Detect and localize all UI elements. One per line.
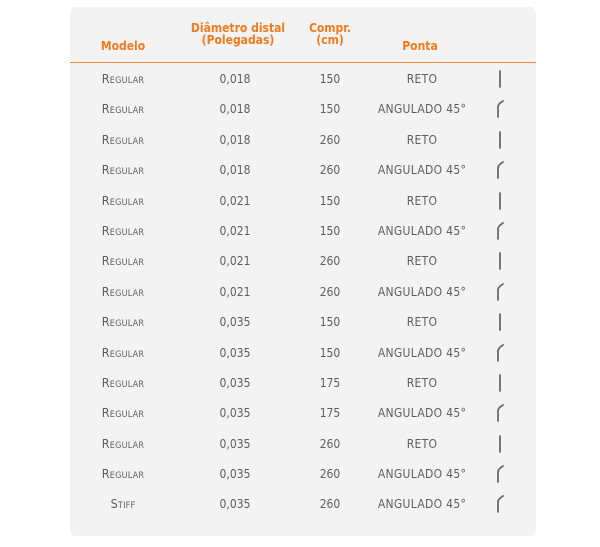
angled-tip-icon: [494, 343, 508, 363]
cell-modelo: Regular: [101, 253, 145, 269]
angled-tip-icon: [494, 221, 508, 241]
cell-ponta: ANGULADO 45°: [377, 345, 467, 360]
header-modelo-label: Modelo: [100, 39, 146, 53]
header-ponta-label: Ponta: [402, 39, 438, 53]
cell-ponta: RETO: [406, 315, 438, 330]
straight-tip-icon: [494, 130, 508, 150]
angled-tip-icon: [494, 99, 508, 119]
cell-modelo: Regular: [101, 71, 145, 86]
cell-ponta: ANGULADO 45°: [377, 223, 467, 238]
cell-modelo: Regular: [101, 162, 145, 178]
cell-comprimento: 260: [319, 284, 341, 299]
cell-modelo: Regular: [101, 405, 145, 421]
cell-ponta: RETO: [406, 193, 438, 208]
cell-ponta: ANGULADO 45°: [377, 497, 467, 512]
table-row: [70, 216, 536, 246]
cell-modelo: Regular: [101, 131, 145, 147]
cell-comprimento: 150: [319, 345, 341, 360]
header-diametro-line1: Diâmetro distal: [190, 21, 286, 35]
cell-diametro: 0,018: [219, 72, 251, 86]
cell-ponta: RETO: [406, 132, 438, 147]
cell-ponta: RETO: [406, 254, 438, 269]
straight-tip-icon: [494, 191, 508, 211]
cell-ponta: ANGULADO 45°: [377, 467, 467, 482]
straight-tip-icon: [494, 312, 508, 332]
cell-ponta: RETO: [406, 72, 438, 86]
cell-ponta: ANGULADO 45°: [377, 406, 467, 421]
straight-tip-icon: [494, 251, 508, 271]
table-body: [70, 64, 536, 520]
cell-diametro: 0,018: [219, 102, 251, 117]
cell-ponta: ANGULADO 45°: [377, 163, 467, 178]
table-row: [70, 125, 536, 155]
table-row: [70, 338, 536, 368]
header-compr-line2: (cm): [316, 33, 344, 47]
straight-tip-icon: [494, 69, 508, 89]
straight-tip-icon: [494, 373, 508, 393]
cell-modelo: Regular: [101, 314, 145, 330]
cell-modelo: Stiff: [110, 496, 136, 512]
cell-comprimento: 150: [319, 223, 341, 238]
angled-tip-icon: [494, 160, 508, 180]
table-row: [70, 489, 536, 519]
cell-modelo: Regular: [101, 192, 145, 208]
table-row: [70, 277, 536, 307]
cell-comprimento: 260: [319, 436, 341, 451]
table-row: [70, 459, 536, 489]
cell-modelo: Regular: [101, 101, 145, 117]
table-row: [70, 186, 536, 216]
angled-tip-icon: [494, 282, 508, 302]
cell-comprimento: 175: [319, 406, 341, 421]
table-row: [70, 94, 536, 124]
angled-tip-icon: [494, 403, 508, 423]
cell-diametro: 0,035: [219, 375, 251, 390]
product-table-card: [70, 7, 536, 536]
cell-diametro: 0,035: [219, 467, 251, 482]
table-row: [70, 429, 536, 459]
cell-modelo: Regular: [101, 283, 145, 299]
cell-modelo: Regular: [101, 435, 145, 451]
header-diametro-line2: (Polegadas): [201, 33, 275, 47]
cell-ponta: ANGULADO 45°: [377, 284, 467, 299]
cell-comprimento: 260: [319, 163, 341, 178]
cell-comprimento: 260: [319, 254, 341, 269]
cell-diametro: 0,021: [219, 284, 251, 299]
cell-modelo: Regular: [101, 374, 145, 390]
cell-comprimento: 150: [319, 315, 341, 330]
cell-diametro: 0,035: [219, 406, 251, 421]
cell-comprimento: 150: [319, 193, 341, 208]
cell-diametro: 0,018: [219, 163, 251, 178]
cell-modelo: Regular: [101, 466, 145, 482]
table-row: [70, 398, 536, 428]
table-row: [70, 64, 536, 94]
table-header: [70, 7, 536, 63]
cell-ponta: RETO: [406, 436, 438, 451]
cell-diametro: 0,021: [219, 223, 251, 238]
cell-diametro: 0,021: [219, 254, 251, 269]
header-ponta: [385, 40, 455, 52]
cell-ponta: ANGULADO 45°: [377, 102, 467, 117]
header-diametro: [188, 22, 288, 46]
table-row: [70, 246, 536, 276]
angled-tip-icon: [494, 494, 508, 514]
straight-tip-icon: [494, 434, 508, 454]
cell-comprimento: 175: [319, 375, 341, 390]
cell-ponta: RETO: [406, 375, 438, 390]
angled-tip-icon: [494, 464, 508, 484]
cell-modelo: Regular: [101, 222, 145, 238]
header-comprimento: [306, 22, 354, 46]
cell-comprimento: 260: [319, 467, 341, 482]
cell-diametro: 0,021: [219, 193, 251, 208]
cell-comprimento: 260: [319, 497, 341, 512]
table-row: [70, 368, 536, 398]
cell-comprimento: 150: [319, 72, 341, 86]
cell-diametro: 0,018: [219, 132, 251, 147]
cell-diametro: 0,035: [219, 436, 251, 451]
cell-modelo: Regular: [101, 344, 145, 360]
cell-diametro: 0,035: [219, 345, 251, 360]
table-row: [70, 307, 536, 337]
header-modelo: [100, 40, 146, 52]
header-compr-line1: Compr.: [308, 21, 352, 35]
table-row: [70, 155, 536, 185]
cell-comprimento: 260: [319, 132, 341, 147]
cell-comprimento: 150: [319, 102, 341, 117]
cell-diametro: 0,035: [219, 315, 251, 330]
cell-diametro: 0,035: [219, 497, 251, 512]
